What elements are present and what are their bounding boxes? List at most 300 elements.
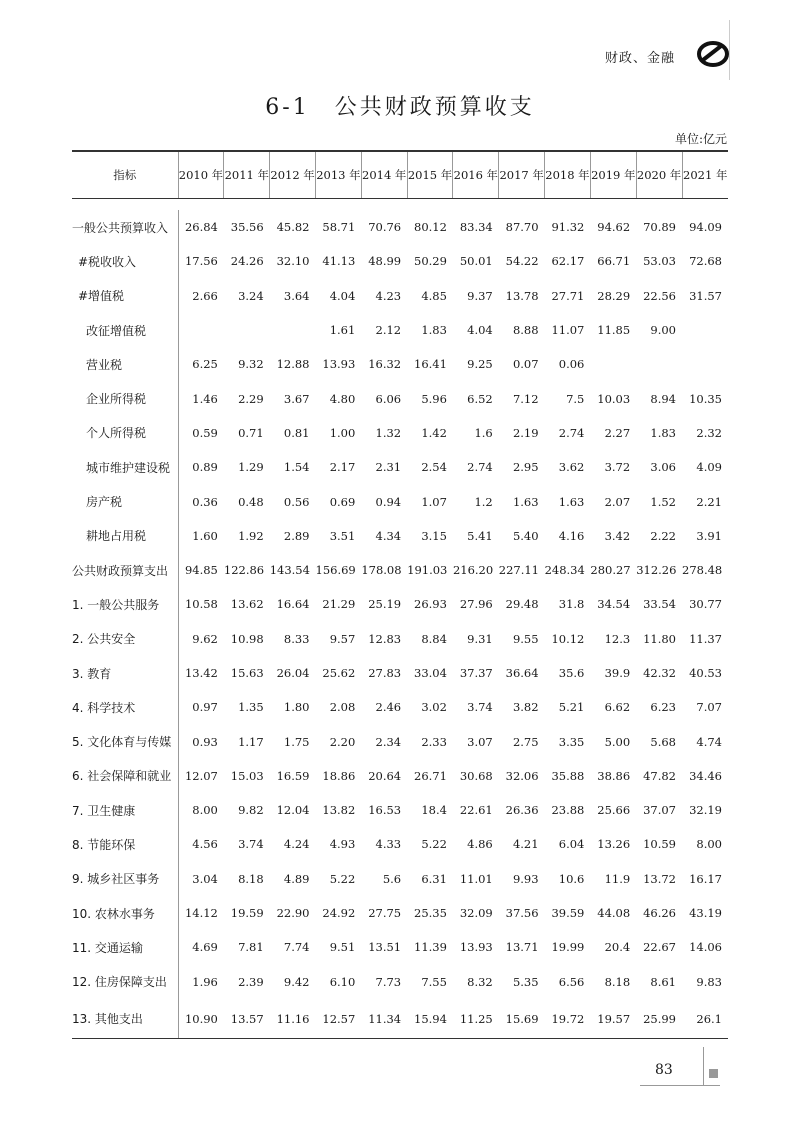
table-cell: 1.00 (329, 425, 356, 440)
table-cell: 31.57 (689, 288, 722, 303)
table-cell: 1.6 (474, 425, 493, 440)
table-cell: 58.71 (322, 220, 356, 235)
table-cell: 25.35 (414, 906, 447, 921)
table-cell: 17.56 (184, 254, 218, 269)
table-cell: 6.52 (467, 391, 493, 406)
row-label: #增值税 (72, 279, 178, 313)
page-title: 6-1 公共财政预算收支 (265, 95, 535, 120)
table-cell: 1.46 (192, 391, 218, 406)
table-cell: 15.63 (230, 666, 264, 680)
table-cell: 25.99 (636, 999, 682, 1039)
table-cell: 13.93 (459, 940, 493, 955)
table-cell: 13.62 (230, 597, 264, 612)
table-cell: 4.23 (375, 288, 402, 303)
header-year: 2018 年 (545, 151, 591, 198)
table-cell: 9.82 (238, 803, 264, 818)
table-cell: 32.09 (459, 906, 493, 921)
table-cell: 4.24 (283, 837, 310, 852)
table-cell: 8.00 (696, 837, 722, 852)
table-cell: 14.12 (184, 906, 218, 921)
table-cell: 143.54 (269, 563, 310, 578)
table-cell (224, 313, 270, 347)
table-cell: 10.35 (689, 391, 722, 406)
table-cell: 3.15 (421, 528, 447, 543)
table-cell: 32.19 (689, 803, 722, 818)
table-cell: 1.32 (375, 425, 402, 440)
table-cell: 5.22 (329, 871, 356, 886)
row-label: 企业所得税 (72, 381, 178, 415)
table-cell: 26.1 (682, 999, 728, 1039)
publication-logo-icon (697, 40, 729, 68)
row-label: 5. 文化体育与传媒 (72, 724, 178, 758)
table-cell: 1.42 (421, 425, 447, 440)
table-cell: 16.59 (276, 768, 310, 783)
table-cell: 7.74 (283, 940, 310, 955)
table-cell: 13.72 (643, 871, 676, 886)
table-cell: 4.04 (329, 288, 356, 303)
table-cell: 6.23 (650, 700, 676, 715)
table-cell: 47.82 (643, 768, 676, 783)
table-cell: 5.00 (604, 734, 631, 749)
header-year: 2011 年 (224, 151, 270, 198)
table-cell: 3.74 (467, 700, 493, 715)
table-cell: 2.20 (329, 734, 356, 749)
table-cell: 10.98 (230, 631, 264, 646)
table-cell: 3.35 (558, 734, 585, 749)
table-cell: 2.33 (421, 734, 447, 749)
table-cell: 4.69 (192, 940, 218, 955)
table-cell: 28.29 (597, 288, 631, 303)
table-cell: 1.29 (238, 460, 264, 475)
table-cell: 27.75 (368, 906, 402, 921)
table-row (72, 519, 728, 553)
table-cell: 11.01 (459, 871, 493, 886)
table-cell: 26.93 (414, 597, 447, 612)
table-cell: 10.12 (551, 631, 585, 646)
table-cell: 227.11 (498, 563, 539, 578)
table-cell: 23.88 (551, 803, 585, 818)
table-cell: 191.03 (407, 563, 448, 578)
row-label: 城市维护建设税 (72, 450, 178, 484)
table-cell: 3.07 (467, 734, 493, 749)
table-cell (636, 347, 682, 381)
table-cell: 2.29 (238, 391, 264, 406)
table-cell: 2.54 (421, 460, 447, 475)
table-body (72, 210, 728, 1039)
table-cell: 53.03 (643, 254, 676, 269)
table-row (72, 553, 728, 587)
table-row (72, 381, 728, 415)
table-cell: 3.24 (238, 288, 264, 303)
table-row (72, 896, 728, 930)
table-cell: 38.86 (597, 768, 631, 783)
table-cell: 216.20 (452, 563, 494, 578)
table-cell: 6.06 (375, 391, 402, 406)
row-label: 2. 公共安全 (72, 622, 178, 656)
table-cell: 37.37 (459, 666, 493, 680)
table-cell: 22.90 (276, 906, 310, 921)
table-row (72, 587, 728, 621)
table-cell: 2.17 (329, 460, 356, 475)
page-number: 83 (655, 1062, 673, 1078)
table-cell: 1.83 (650, 425, 676, 440)
table-cell: 22.56 (643, 288, 676, 303)
table-cell: 70.76 (368, 220, 402, 235)
table-cell: 11.25 (453, 999, 499, 1039)
table-cell: 5.68 (650, 734, 676, 749)
table-cell: 2.66 (192, 288, 218, 303)
table-row (72, 862, 728, 896)
table-cell: 0.56 (283, 494, 310, 509)
table-row (72, 656, 728, 690)
table-cell: 26.84 (184, 220, 218, 235)
table-cell: 8.94 (650, 391, 676, 406)
table-cell: 0.89 (192, 460, 218, 475)
table-cell: 18.86 (322, 768, 356, 783)
table-cell: 36.64 (505, 666, 539, 680)
table-cell (682, 347, 728, 381)
table-cell: 30.77 (689, 597, 722, 612)
table-cell: 22.61 (459, 803, 493, 818)
table-cell: 278.48 (682, 563, 723, 578)
table-cell: 24.26 (230, 254, 264, 269)
table-cell: 7.07 (696, 700, 722, 715)
table-cell: 40.53 (689, 666, 722, 680)
table-cell: 26.71 (414, 768, 447, 783)
table-cell: 9.25 (467, 357, 493, 372)
table-row (72, 450, 728, 484)
table-cell: 1.83 (421, 323, 447, 338)
row-label: 13. 其他支出 (72, 999, 178, 1039)
row-label: 一般公共预算收入 (72, 210, 178, 244)
table-cell: 2.21 (696, 494, 722, 509)
row-label: 个人所得税 (72, 416, 178, 450)
table-cell: 37.07 (643, 803, 676, 818)
table-cell: 248.34 (544, 563, 585, 578)
table-cell: 3.64 (283, 288, 310, 303)
table-cell: 50.01 (459, 254, 493, 269)
table-cell: 2.12 (375, 323, 402, 338)
header-year: 2012 年 (270, 151, 316, 198)
table-cell: 19.59 (230, 906, 264, 921)
table-cell: 34.46 (689, 768, 722, 783)
table-cell: 11.16 (270, 999, 316, 1039)
table-cell: 12.07 (184, 768, 218, 783)
table-cell: 1.63 (512, 494, 539, 509)
table-cell: 280.27 (590, 563, 631, 578)
table-cell: 45.82 (276, 220, 310, 235)
table-cell: 2.22 (650, 528, 676, 543)
table-cell: 22.67 (643, 940, 676, 955)
table-cell: 94.62 (597, 220, 631, 235)
table-cell: 1.52 (650, 494, 676, 509)
table-row (72, 484, 728, 518)
table-cell: 2.08 (329, 700, 356, 715)
table-cell: 5.22 (421, 837, 447, 852)
table-cell: 2.95 (512, 460, 539, 475)
table-header-row (72, 151, 728, 198)
table-cell: 13.57 (224, 999, 270, 1039)
table-row (72, 210, 728, 244)
table-cell: 3.72 (604, 460, 631, 475)
table-cell: 62.17 (551, 254, 585, 269)
table-cell: 25.19 (368, 597, 402, 612)
table-cell: 9.57 (329, 631, 356, 646)
table-cell: 41.13 (322, 254, 356, 269)
table-cell: 4.85 (421, 288, 447, 303)
footer-divider (703, 1047, 704, 1085)
table-cell: 4.80 (329, 391, 356, 406)
table-cell: 7.55 (421, 974, 447, 989)
table-cell: 18.4 (421, 803, 447, 818)
table-cell: 11.80 (643, 631, 676, 646)
table-cell: 178.08 (361, 563, 402, 578)
table-cell: 1.17 (238, 734, 264, 749)
table-cell: 9.51 (329, 940, 356, 955)
table-cell: 42.32 (643, 666, 676, 680)
table-cell: 2.74 (558, 425, 585, 440)
row-label: 12. 住房保障支出 (72, 965, 178, 999)
table-cell: 9.42 (283, 974, 310, 989)
table-cell: 13.42 (184, 666, 218, 680)
table-cell: 16.53 (368, 803, 402, 818)
table-cell: 2.31 (375, 460, 402, 475)
table-cell: 11.85 (597, 323, 631, 338)
table-cell: 14.06 (689, 940, 722, 955)
row-label: 耕地占用税 (72, 519, 178, 553)
table-cell: 6.62 (604, 700, 631, 715)
table-cell: 0.48 (238, 494, 264, 509)
table-cell: 54.22 (505, 254, 539, 269)
table-cell: 91.32 (551, 220, 585, 235)
header-year: 2010 年 (178, 151, 224, 198)
row-label: 4. 科学技术 (72, 690, 178, 724)
row-label: 11. 交通运输 (72, 930, 178, 964)
header-indicator: 指标 (72, 151, 178, 198)
table-cell: 4.16 (558, 528, 585, 543)
table-cell: 70.89 (643, 220, 676, 235)
table-cell: 1.80 (283, 700, 310, 715)
table-cell: 1.07 (421, 494, 447, 509)
table-cell: 2.75 (512, 734, 539, 749)
table-cell: 6.25 (192, 357, 218, 372)
table-cell: 1.2 (474, 494, 493, 509)
table-cell: 44.08 (597, 906, 631, 921)
table-cell: 35.88 (551, 768, 585, 783)
table-row (72, 622, 728, 656)
table-cell: 10.90 (178, 999, 224, 1039)
table-row (72, 724, 728, 758)
table-cell: 11.07 (551, 323, 585, 338)
table-cell: 94.85 (184, 563, 218, 578)
table-cell: 33.54 (643, 597, 676, 612)
table-cell: 8.61 (650, 974, 676, 989)
table-cell (682, 313, 728, 347)
table-cell: 35.6 (558, 666, 585, 680)
row-label: #税收收入 (72, 244, 178, 278)
table-cell: 2.19 (512, 425, 539, 440)
footer-rule (640, 1085, 720, 1086)
table-row (72, 965, 728, 999)
table-cell: 1.61 (329, 323, 356, 338)
table-cell: 19.57 (590, 999, 636, 1039)
table-cell: 27.71 (551, 288, 585, 303)
table-cell: 5.41 (467, 528, 493, 543)
table-cell: 7.81 (238, 940, 264, 955)
table-cell: 12.57 (316, 999, 362, 1039)
table-cell: 156.69 (315, 563, 356, 578)
table-cell: 0.97 (192, 700, 218, 715)
row-label: 改征增值税 (72, 313, 178, 347)
table-cell: 1.54 (283, 460, 310, 475)
table-cell: 3.51 (329, 528, 356, 543)
table-cell: 94.09 (689, 220, 722, 235)
header-year: 2021 年 (682, 151, 728, 198)
table-cell: 5.40 (512, 528, 539, 543)
table-cell: 5.96 (421, 391, 447, 406)
table-cell: 0.94 (375, 494, 402, 509)
table-cell: 1.63 (558, 494, 585, 509)
table-cell: 2.89 (283, 528, 310, 543)
table-cell (178, 313, 224, 347)
table-cell: 2.27 (604, 425, 631, 440)
table-cell: 19.99 (551, 940, 585, 955)
table-cell: 8.18 (604, 974, 631, 989)
table-cell: 13.71 (505, 940, 539, 955)
table-cell: 21.29 (322, 597, 356, 612)
table-cell: 3.02 (421, 700, 447, 715)
header-year: 2016 年 (453, 151, 499, 198)
table-cell: 12.04 (276, 803, 310, 818)
table-cell: 48.99 (368, 254, 402, 269)
table-cell: 37.56 (505, 906, 539, 921)
table-row (72, 759, 728, 793)
table-row (72, 279, 728, 313)
table-row (72, 347, 728, 381)
table-cell: 3.67 (283, 391, 310, 406)
table-cell: 33.04 (414, 666, 447, 680)
row-label: 8. 节能环保 (72, 827, 178, 861)
table-cell: 46.26 (643, 906, 676, 921)
table-cell: 20.64 (368, 768, 402, 783)
table-cell: 6.56 (558, 974, 585, 989)
table-cell: 5.6 (382, 871, 402, 886)
header-year: 2020 年 (636, 151, 682, 198)
table-cell: 0.69 (329, 494, 356, 509)
table-cell: 9.62 (192, 631, 218, 646)
table-cell: 3.42 (604, 528, 631, 543)
table-cell: 122.86 (223, 563, 265, 578)
table-cell: 15.94 (407, 999, 453, 1039)
table-cell: 4.74 (696, 734, 722, 749)
table-cell: 11.37 (689, 631, 722, 646)
table-cell: 24.92 (322, 906, 356, 921)
table-cell: 13.78 (505, 288, 539, 303)
table-cell: 312.26 (636, 563, 677, 578)
table-cell: 11.9 (604, 871, 631, 886)
table-cell: 4.09 (696, 460, 722, 475)
table-cell: 8.32 (467, 974, 493, 989)
header-year: 2015 年 (407, 151, 453, 198)
table-cell: 7.73 (375, 974, 402, 989)
table-cell: 80.12 (414, 220, 447, 235)
table-cell: 16.32 (368, 357, 402, 372)
table-cell: 7.12 (512, 391, 539, 406)
table-cell: 83.34 (459, 220, 493, 235)
table-cell: 27.83 (368, 666, 402, 680)
table-cell: 2.07 (604, 494, 631, 509)
table-cell: 9.37 (467, 288, 493, 303)
table-cell: 66.71 (597, 254, 631, 269)
table-cell: 39.9 (604, 666, 631, 680)
row-label: 7. 卫生健康 (72, 793, 178, 827)
table-row (72, 793, 728, 827)
table-cell: 32.10 (276, 254, 310, 269)
table-cell: 3.04 (192, 871, 218, 886)
table-cell: 9.00 (650, 323, 676, 338)
table-cell: 8.18 (238, 871, 264, 886)
table-cell: 13.93 (322, 357, 356, 372)
table-cell: 3.62 (558, 460, 585, 475)
header-year: 2019 年 (590, 151, 636, 198)
table-cell: 16.64 (276, 597, 310, 612)
table-cell: 39.59 (551, 906, 585, 921)
table-cell: 8.84 (421, 631, 447, 646)
row-label: 公共财政预算支出 (72, 553, 178, 587)
table-cell: 1.35 (238, 700, 264, 715)
table-cell: 13.82 (322, 803, 356, 818)
table-cell: 13.51 (368, 940, 402, 955)
row-label: 1. 一般公共服务 (72, 587, 178, 621)
table-cell: 72.68 (689, 254, 722, 269)
table-cell: 19.72 (545, 999, 591, 1039)
running-head: 财政、金融 (605, 51, 676, 66)
table-cell: 0.93 (192, 734, 218, 749)
table-row (72, 690, 728, 724)
table-cell: 10.59 (643, 837, 676, 852)
table-cell: 3.74 (238, 837, 264, 852)
table-cell: 2.74 (467, 460, 493, 475)
table-cell: 3.82 (512, 700, 539, 715)
table-cell: 4.33 (375, 837, 402, 852)
table-cell: 31.8 (558, 597, 585, 612)
table-cell: 27.96 (459, 597, 493, 612)
table-cell: 9.32 (238, 357, 264, 372)
table-cell: 34.54 (597, 597, 631, 612)
table-cell: 9.83 (696, 974, 722, 989)
table-cell: 4.04 (467, 323, 493, 338)
table-cell: 3.06 (650, 460, 676, 475)
table-cell: 1.60 (192, 528, 218, 543)
table-cell: 0.06 (558, 357, 585, 372)
header-divider (729, 20, 730, 80)
table-cell: 6.04 (558, 837, 585, 852)
row-label: 房产税 (72, 484, 178, 518)
table-row (72, 827, 728, 861)
table-cell: 6.10 (329, 974, 356, 989)
table-cell: 26.36 (505, 803, 539, 818)
table-row (72, 416, 728, 450)
table-cell: 25.66 (597, 803, 631, 818)
table-cell: 16.41 (414, 357, 447, 372)
table-cell: 5.21 (558, 700, 585, 715)
table-cell: 43.19 (689, 906, 722, 921)
table-cell: 9.55 (512, 631, 539, 646)
table-cell: 12.88 (276, 357, 310, 372)
table-cell: 2.46 (375, 700, 402, 715)
table-cell: 13.26 (597, 837, 631, 852)
table-row (72, 313, 728, 347)
